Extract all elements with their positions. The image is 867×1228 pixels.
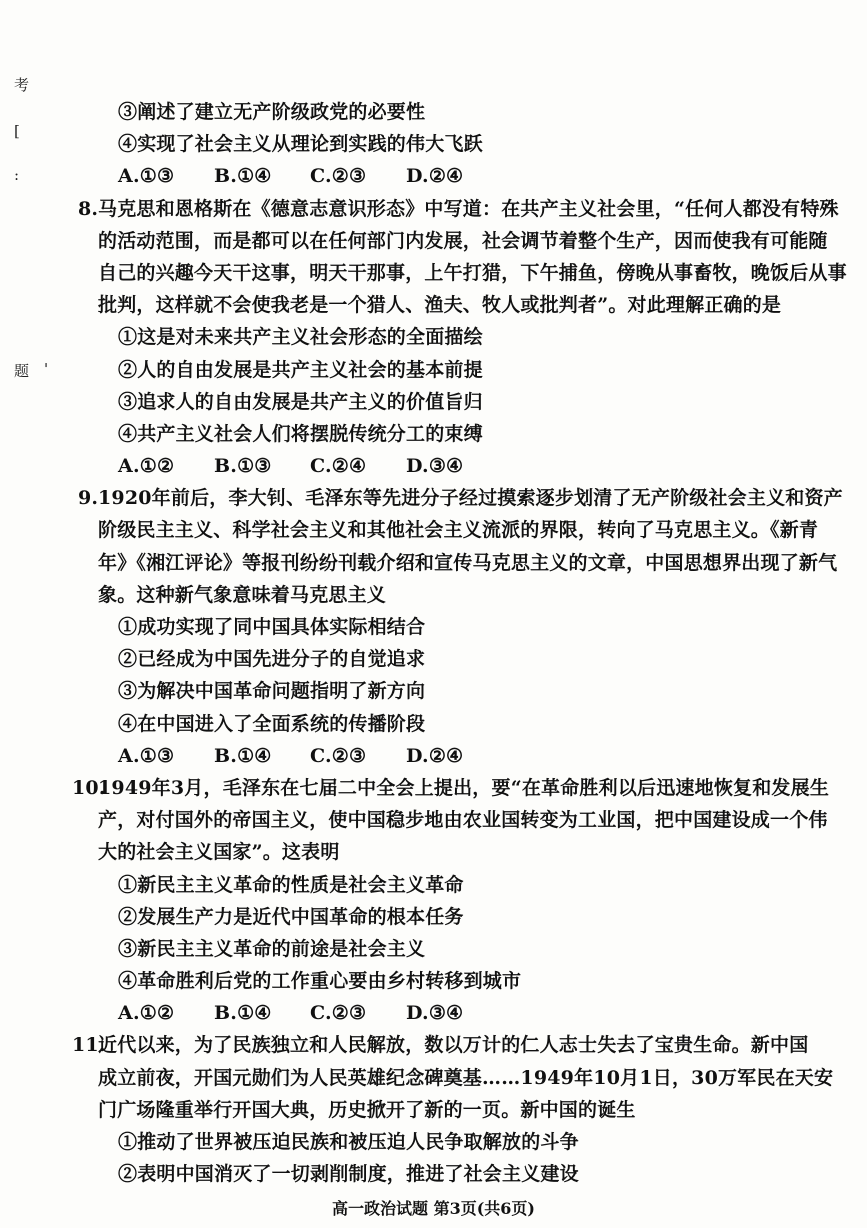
choice-c[interactable]: C.②③ — [310, 1002, 367, 1025]
choice-d[interactable]: D.②④ — [406, 744, 464, 767]
question-8-stem-line: 自己的兴趣今天干这事，明天干那事，上午打猎，下午捕鱼，傍晚从事畜牧，晚饭后从事 — [98, 261, 847, 284]
option-item: ②已经成为中国先进分子的自觉追求 — [118, 648, 426, 671]
choice-c[interactable]: C.②③ — [310, 744, 367, 767]
answer-choices — [98, 997, 818, 1029]
option-item: ①成功实现了同中国具体实际相结合 — [118, 616, 426, 638]
question-number: 11. — [72, 1034, 106, 1057]
answer-choices — [98, 740, 818, 772]
question-9-stem-line: 象。这种新气象意味着马克思主义 — [98, 583, 387, 606]
option-item: ②发展生产力是近代中国革命的根本任务 — [118, 905, 464, 928]
option-item: ②表明中国消灭了一切剥削制度，推进了社会主义建设 — [118, 1163, 579, 1186]
option-item: ①推动了世界被压迫民族和被压迫人民争取解放的斗争 — [118, 1131, 579, 1153]
question-content — [72, 96, 847, 1190]
question-11-stem-line: 11.近代以来，为了民族独立和人民解放，数以万计的仁人志士失去了宝贵生命。新中国 — [98, 1029, 818, 1061]
choice-a[interactable]: A.①③ — [118, 165, 175, 188]
option-item: ①新民主主义革命的性质是社会主义革命 — [118, 873, 464, 896]
binding-margin-mark: : — [14, 166, 20, 184]
page-footer: 高一政治试题 第3页(共6页) — [332, 1199, 535, 1218]
question-10-stem-line: 大的社会主义国家”。这表明 — [98, 841, 340, 864]
binding-margin-mark: 题 — [14, 362, 30, 380]
option-item: ④实现了社会主义从理论到实践的伟大飞跃 — [118, 133, 483, 156]
option-item: ①这是对未来共产主义社会形态的全面描绘 — [118, 326, 483, 349]
option-item: ④共产主义社会人们将摆脱传统分工的束缚 — [118, 422, 483, 445]
answer-choices — [98, 160, 818, 192]
choice-b[interactable]: B.①④ — [214, 1002, 272, 1025]
question-8-stem-line: 的活动范围，而是都可以在任何部门内发展，社会调节着整个生产，因而使我有可能随 — [98, 229, 828, 252]
question-9-stem-line: 年》《湘江评论》等报刊纷纷刊载介绍和宣传马克思主义的文章，中国思想界出现了新气 — [98, 551, 838, 574]
question-8-stem-line: 8.马克思和恩格斯在《德意志意识形态》中写道：在共产主义社会里，“任何人都没有特殊 — [98, 193, 818, 225]
option-item: ③阐述了建立无产阶级政党的必要性 — [118, 101, 426, 123]
question-8-stem-line: 批判，这样就不会使我老是一个猎人、渔夫、牧人或批判者”。对此理解正确的是 — [98, 294, 782, 317]
choice-c[interactable]: C.②④ — [310, 455, 367, 478]
choice-d[interactable]: D.②④ — [406, 165, 464, 188]
question-11-stem-line: 门广场隆重举行开国大典，历史掀开了新的一页。新中国的诞生 — [98, 1098, 636, 1121]
choice-b[interactable]: B.①④ — [214, 744, 272, 767]
choice-d[interactable]: D.③④ — [406, 455, 464, 478]
choice-d[interactable]: D.③④ — [406, 1002, 464, 1025]
question-10-stem-line: 产，对付国外的帝国主义，使中国稳步地由农业国转变为工业国，把中国建设成一个伟 — [98, 809, 828, 832]
question-number: 8. — [78, 197, 99, 220]
question-number: 9. — [78, 487, 99, 510]
option-item: ③追求人的自由发展是共产主义的价值旨归 — [118, 390, 483, 413]
question-number: 10. — [72, 776, 106, 799]
binding-margin-mark: ' — [44, 360, 49, 378]
choice-a[interactable]: A.①③ — [118, 744, 175, 767]
choice-a[interactable]: A.①② — [118, 1002, 175, 1025]
binding-margin-mark: 考 — [14, 76, 30, 94]
question-11-stem-line: 成立前夜，开国元勋们为人民英雄纪念碑奠基……1949年10月1日，30万军民在天安 — [98, 1066, 834, 1089]
option-item: ④革命胜利后党的工作重心要由乡村转移到城市 — [118, 970, 522, 993]
choice-a[interactable]: A.①② — [118, 455, 175, 478]
question-10-stem-line: 10.1949年3月，毛泽东在七届二中全会上提出，要“在革命胜利以后迅速地恢复和发展生 — [98, 772, 818, 804]
option-item: ④在中国进入了全面系统的传播阶段 — [118, 712, 426, 735]
binding-margin-mark: [ — [14, 122, 20, 140]
question-9-stem-line: 阶级民主主义、科学社会主义和其他社会主义流派的界限，转向了马克思主义。《新青 — [98, 519, 819, 542]
choice-b[interactable]: B.①④ — [214, 165, 272, 188]
answer-choices — [98, 450, 818, 482]
option-item: ③为解决中国革命问题指明了新方向 — [118, 680, 426, 703]
option-item: ②人的自由发展是共产主义社会的基本前提 — [118, 358, 483, 381]
choice-b[interactable]: B.①③ — [214, 455, 272, 478]
choice-c[interactable]: C.②③ — [310, 165, 367, 188]
question-9-stem-line: 9.1920年前后，李大钊、毛泽东等先进分子经过摸索逐步划清了无产阶级社会主义和资产 — [98, 482, 818, 514]
option-item: ③新民主主义革命的前途是社会主义 — [118, 937, 426, 960]
